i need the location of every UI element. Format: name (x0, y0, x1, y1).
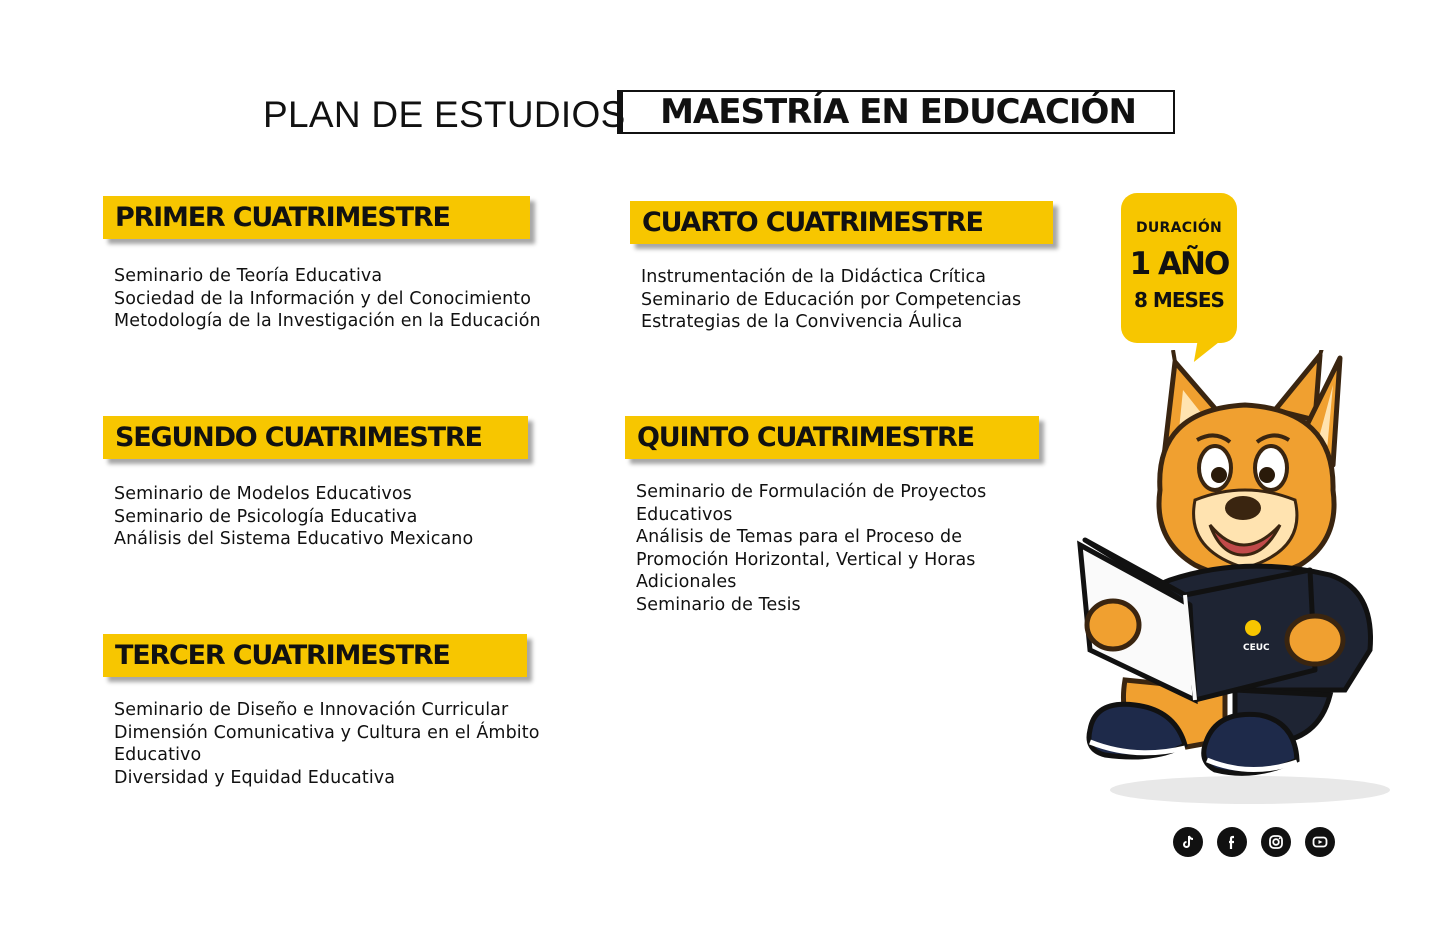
course-item: Seminario de Psicología Educativa (114, 506, 418, 527)
term-banner (625, 416, 1039, 459)
term-banner (103, 416, 528, 459)
tiktok-icon[interactable] (1173, 827, 1203, 857)
course-list (625, 481, 1039, 616)
course-item: Promoción Horizontal, Vertical y Horas (636, 549, 976, 570)
course-list (103, 699, 540, 789)
term-banner (630, 201, 1053, 244)
plan-label: PLAN DE ESTUDIOS (263, 94, 626, 135)
course-item: Análisis de Temas para el Proceso de (636, 527, 963, 547)
term-title: QUINTO CUATRIMESTRE (637, 422, 974, 453)
program-title: MAESTRÍA EN EDUCACIÓN (660, 92, 1136, 132)
term-title: CUARTO CUATRIMESTRE (642, 207, 983, 238)
duration-years: 1 AÑO (1129, 246, 1229, 282)
term-section-segundo (103, 416, 528, 551)
instagram-icon[interactable] (1261, 827, 1291, 857)
course-item: Estrategias de la Convivencia Áulica (641, 312, 963, 332)
term-banner (103, 634, 527, 677)
page-header (0, 88, 1440, 140)
term-title: SEGUNDO CUATRIMESTRE (115, 422, 482, 453)
course-item: Seminario de Diseño e Innovación Curricular (114, 700, 509, 720)
term-section-quinto (625, 416, 1039, 616)
course-list (103, 483, 528, 551)
term-section-primer (103, 196, 541, 333)
social-icons (1173, 827, 1335, 857)
course-item: Análisis del Sistema Educativo Mexicano (114, 529, 474, 549)
duration-label: DURACIÓN (1135, 220, 1223, 236)
course-list (630, 266, 1053, 334)
course-item: Seminario de Tesis (636, 594, 801, 615)
course-item: Seminario de Teoría Educativa (114, 266, 383, 286)
program-title-box (617, 90, 1175, 134)
course-item: Seminario de Educación por Competencias (641, 289, 1022, 310)
term-title: TERCER CUATRIMESTRE (115, 640, 450, 671)
course-item: Sociedad de la Información y del Conocimiento (114, 288, 532, 309)
duration-bubble (1121, 193, 1237, 343)
course-item: Dimensión Comunicativa y Cultura en el Ámbito (114, 722, 540, 743)
term-section-tercer (103, 634, 540, 789)
course-item: Seminario de Modelos Educativos (114, 484, 412, 504)
facebook-icon[interactable] (1217, 827, 1247, 857)
term-section-cuarto (630, 201, 1053, 334)
term-banner (103, 196, 530, 239)
course-item: Educativos (636, 504, 733, 525)
course-item: Diversidad y Equidad Educativa (114, 767, 396, 788)
duration-months: 8 MESES (1134, 288, 1224, 312)
course-item: Educativo (114, 745, 202, 765)
course-item: Metodología de la Investigación en la Educación (114, 311, 541, 331)
course-list (103, 265, 541, 333)
course-item: Adicionales (636, 572, 737, 592)
mascot-illustration (1075, 350, 1405, 810)
youtube-icon[interactable] (1305, 827, 1335, 857)
term-title: PRIMER CUATRIMESTRE (115, 202, 450, 233)
course-item: Instrumentación de la Didáctica Crítica (641, 267, 987, 287)
book-logo-text: CEUC (1243, 643, 1270, 653)
course-item: Seminario de Formulación de Proyectos (636, 482, 987, 502)
